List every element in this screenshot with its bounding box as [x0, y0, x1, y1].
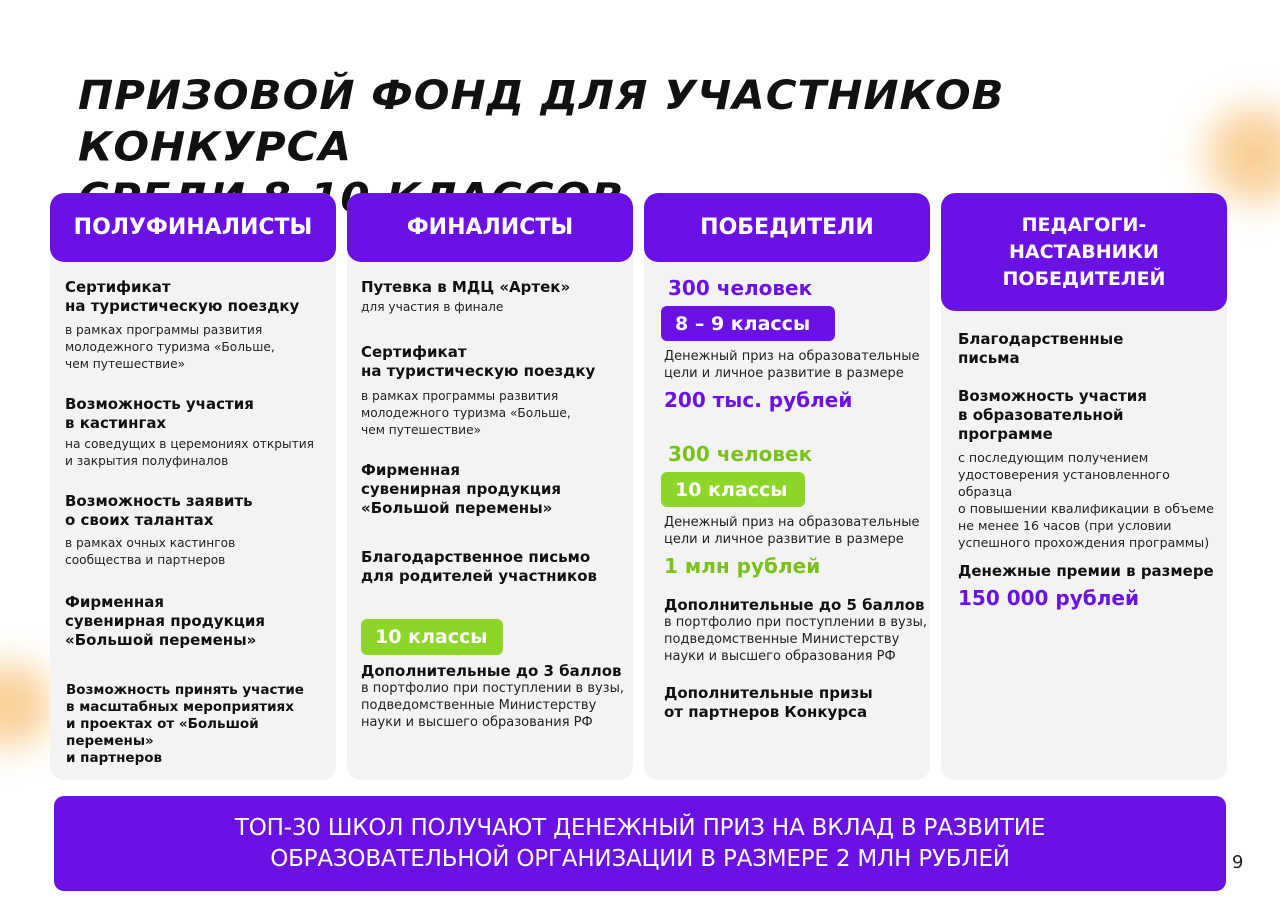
- prize-title-line: Возможность принять участие: [66, 682, 304, 698]
- prize-description: [65, 322, 275, 373]
- prize-title-line: Возможность участия: [65, 395, 254, 413]
- card-mentors: [941, 193, 1227, 780]
- prize-amount: 200 тыс. рублей: [664, 388, 853, 412]
- prize-description-line: в рамках программы развития: [65, 323, 263, 337]
- prize-description: [65, 436, 314, 470]
- prize-amount: 1 млн рублей: [664, 554, 821, 578]
- prize-title-line: «Большой перемены»: [65, 631, 257, 649]
- prize-title-line: Фирменная: [361, 461, 461, 479]
- card-header: [941, 193, 1227, 311]
- prize-description: для участия в финале: [361, 300, 504, 314]
- card-header: ПОБЕДИТЕЛИ: [644, 193, 930, 262]
- prize-title-line: о своих талантах: [65, 511, 214, 529]
- prize-description-line: и закрытия полуфиналов: [65, 454, 229, 468]
- prize-title: [65, 593, 265, 650]
- prize-title-line: на туристическую поездку: [65, 297, 300, 315]
- prize-description-line: подведомственные Министерству: [664, 632, 900, 647]
- prize-description-line: на соведущих в церемониях открытия: [65, 437, 314, 451]
- prize-title-line: для родителей участников: [361, 567, 598, 585]
- prize-title-line: программе: [958, 425, 1053, 443]
- prize-description-line: подведомственные Министерству: [361, 698, 597, 713]
- prize-description-line: молодежного туризма «Больше,: [65, 340, 275, 354]
- prize-description-line: Денежный приз на образовательные: [664, 515, 920, 530]
- prize-title-line: Фирменная: [65, 593, 165, 611]
- card-header-line: ПЕДАГОГИ-: [1021, 213, 1147, 236]
- prize-title-line: «Большой перемены»: [361, 499, 553, 517]
- grade-badge: 8 – 9 классы: [661, 306, 835, 341]
- prize-title-line: сувенирная продукция: [65, 612, 266, 630]
- prize-description: [361, 680, 624, 731]
- card-header: ПОЛУФИНАЛИСТЫ: [50, 193, 336, 262]
- prize-description: [664, 614, 927, 665]
- grade-badge: 10 классы: [361, 619, 503, 655]
- prize-title-line: Благодарственные: [958, 330, 1124, 348]
- prize-title-line: сувенирная продукция: [361, 480, 562, 498]
- prize-description-line: науки и высшего образования РФ: [361, 715, 593, 730]
- prize-title: [958, 330, 1123, 368]
- prize-title-line: Благодарственное письмо: [361, 548, 591, 566]
- prize-description-line: в портфолио при поступлении в вузы,: [361, 681, 624, 696]
- prize-title: Дополнительные до 5 баллов: [664, 596, 925, 614]
- prize-title-line: Сертификат: [361, 343, 467, 361]
- prize-amount: 150 000 рублей: [958, 586, 1139, 610]
- page-number: 9: [1232, 852, 1244, 873]
- page-title-line-1: ПРИЗОВОЙ ФОНД ДЛЯ УЧАСТНИКОВ КОНКУРСА: [78, 71, 1005, 170]
- prize-title-line: и партнеров: [66, 750, 163, 766]
- prize-title: [65, 395, 254, 433]
- banner-line-2: ОБРАЗОВАТЕЛЬНОЙ ОРГАНИЗАЦИИ В РАЗМЕРЕ 2 МЛН РУБЛЕЙ: [270, 846, 1010, 872]
- prize-title-line: Сертификат: [65, 278, 171, 296]
- prize-title-line: и проектах от «Большой перемены»: [66, 716, 259, 749]
- prize-description-line: науки и высшего образования РФ: [664, 649, 896, 664]
- prize-title: [361, 548, 597, 586]
- prize-title: Дополнительные до 3 баллов: [361, 662, 622, 680]
- prize-description-line: Денежный приз на образовательные: [664, 349, 920, 364]
- prize-description-line: в рамках очных кастингов: [65, 536, 236, 550]
- prize-title-line: Возможность участия: [958, 387, 1147, 405]
- prize-title: Денежные премии в размере: [958, 562, 1214, 580]
- prize-title-line: от партнеров Конкурса: [664, 703, 868, 721]
- prize-description-line: цели и личное развитие в размере: [664, 532, 904, 547]
- prize-description-line: сообщества и партнеров: [65, 553, 226, 567]
- prize-description-line: с последующим получением: [958, 450, 1149, 465]
- prize-title: [65, 278, 299, 316]
- group-count: 300 человек: [668, 276, 813, 300]
- card-winners: [644, 193, 930, 780]
- prize-description-line: чем путешествие»: [361, 423, 482, 437]
- prize-description: [664, 348, 920, 382]
- prize-title-line: письма: [958, 349, 1020, 367]
- prize-description-line: успешного прохождения программы): [958, 535, 1210, 550]
- prize-title-line: на туристическую поездку: [361, 362, 596, 380]
- prize-title: [361, 461, 561, 518]
- prize-title-line: в кастингах: [65, 414, 167, 432]
- prize-title: [958, 387, 1147, 444]
- banner-line-1: ТОП-30 ШКОЛ ПОЛУЧАЮТ ДЕНЕЖНЫЙ ПРИЗ НА ВКЛАД В РАЗВИТИЕ: [234, 815, 1046, 841]
- prize-title-line: Дополнительные призы: [664, 684, 873, 702]
- prize-title: [664, 684, 873, 722]
- prize-title: [361, 343, 595, 381]
- prize-description-line: в портфолио при поступлении в вузы,: [664, 615, 927, 630]
- prize-title-line: в масштабных мероприятиях: [66, 699, 294, 715]
- prize-description: [361, 388, 571, 439]
- grade-badge: 10 классы: [661, 472, 805, 507]
- prize-title: [65, 492, 253, 530]
- prize-description: [958, 449, 1227, 551]
- prize-title: [66, 682, 336, 767]
- prize-description-line: чем путешествие»: [65, 357, 186, 371]
- schools-prize-banner: [54, 796, 1226, 891]
- prize-title: Путевка в МДЦ «Артек»: [361, 278, 571, 296]
- prize-title-line: Возможность заявить: [65, 492, 253, 510]
- card-header-line: НАСТАВНИКИ: [1009, 240, 1159, 263]
- prize-title-line: в образовательной: [958, 406, 1124, 424]
- prize-description-line: цели и личное развитие в размере: [664, 366, 904, 381]
- prize-description-line: о повышении квалификации в объеме: [958, 501, 1214, 516]
- card-header-line: ПОБЕДИТЕЛЕЙ: [1002, 267, 1166, 290]
- prize-description-line: удостоверения установленного образца: [958, 467, 1170, 499]
- card-header: ФИНАЛИСТЫ: [347, 193, 633, 262]
- prize-description-line: не менее 16 часов (при условии: [958, 518, 1172, 533]
- prize-description: [65, 535, 235, 569]
- card-semifinalists: [50, 193, 336, 780]
- prize-description: [664, 514, 920, 548]
- prize-description-line: в рамках программы развития: [361, 389, 559, 403]
- group-count: 300 человек: [668, 442, 813, 466]
- card-finalists: [347, 193, 633, 780]
- prize-description-line: молодежного туризма «Больше,: [361, 406, 571, 420]
